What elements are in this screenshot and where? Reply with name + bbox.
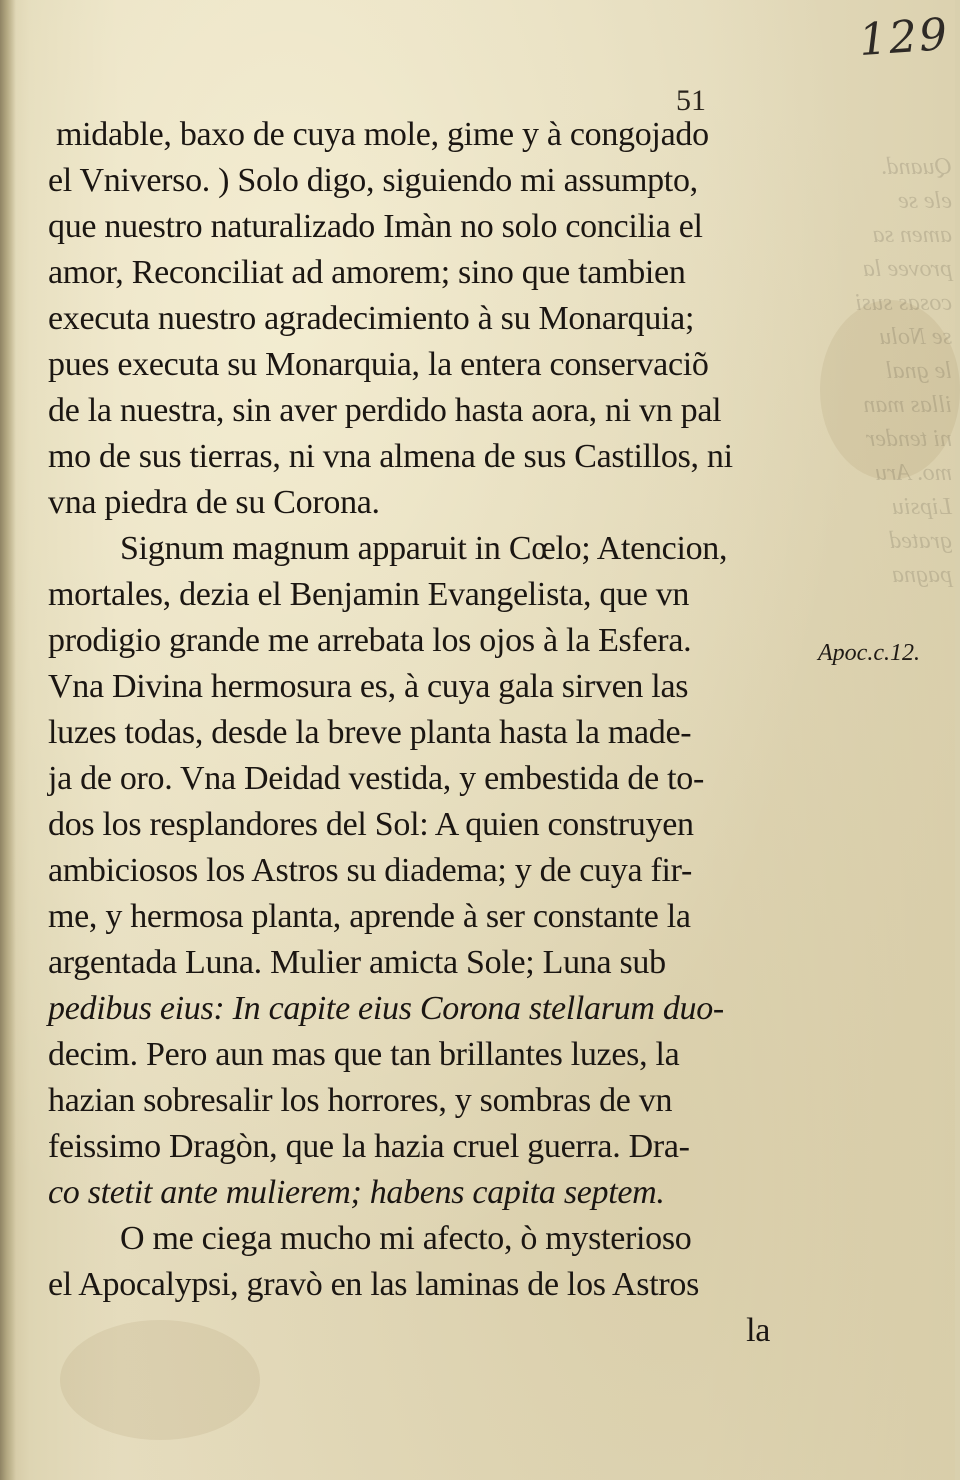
text-line: que nuestro naturalizado Imàn no solo concilia el: [48, 208, 703, 245]
marginal-note: Apoc.c.12.: [818, 640, 920, 666]
text-line: mortales, dezia el Benjamin Evangelista, que vn: [48, 576, 690, 613]
text-line: ja de oro. Vna Deidad vestida, y embestida de to-: [48, 760, 704, 797]
text-line: ambiciosos los Astros su diadema; y de cuya fir-: [48, 852, 693, 889]
text-line: Vna Divina hermosura es, à cuya gala sirven las: [48, 668, 689, 705]
text-line: amor, Reconciliat ad amorem; sino que tambien: [48, 254, 686, 291]
text-line: vna piedra de su Corona.: [48, 484, 380, 521]
text-line: pues executa su Monarquia, la entera conservaciõ: [48, 346, 709, 383]
page-number: 51: [676, 84, 706, 117]
text-line: argentada Luna. Mulier amicta Sole; Luna sub: [48, 944, 666, 981]
text-line: el Apocalypsi, gravò en las laminas de los Astros: [48, 1266, 700, 1303]
main-text-block: [48, 112, 798, 1354]
text-line: prodigio grande me arrebata los ojos à la Esfera.: [48, 622, 692, 659]
text-line: dos los resplandores del Sol: A quien construyen: [48, 806, 694, 843]
text-line: el Vniverso. ) Solo digo, siguiendo mi assumpto,: [48, 162, 698, 199]
page-gutter: [0, 0, 16, 1480]
folio-mark: 129: [857, 8, 951, 67]
text-line: feissimo Dragòn, que la hazia cruel guerra. Dra-: [48, 1128, 690, 1165]
text-line: me, y hermosa planta, aprende à ser constante la: [48, 898, 691, 935]
bleed-through-text: Quand. ele se amen sa provee la cosas susi se Nolu le gnal illas man ni tender mo. Aru Lipsiu grated pagna: [855, 154, 952, 588]
text-line: hazian sobresalir los horrores, y sombras de vn: [48, 1082, 673, 1119]
text-line: executa nuestro agradecimiento à su Monarquia;: [48, 300, 695, 337]
text-line: luzes todas, desde la breve planta hasta la made-: [48, 714, 692, 751]
text-line: decim. Pero aun mas que tan brillantes luzes, la: [48, 1036, 680, 1073]
text-line: Signum magnum apparuit in Cœlo; Atencion,: [120, 530, 728, 567]
text-line: O me ciega mucho mi afecto, ò mysterioso: [120, 1220, 692, 1257]
text-line: mo de sus tierras, ni vna almena de sus Castillos, ni: [48, 438, 733, 475]
text-line: de la nuestra, sin aver perdido hasta aora, ni vn pal: [48, 392, 722, 429]
text-line: co stetit ante mulierem; habens capita septem.: [48, 1174, 665, 1211]
catchword: la: [746, 1312, 770, 1349]
text-line: midable, baxo de cuya mole, gime y à congojado: [56, 116, 709, 153]
text-line: pedibus eius: In capite eius Corona stellarum duo-: [48, 990, 724, 1027]
